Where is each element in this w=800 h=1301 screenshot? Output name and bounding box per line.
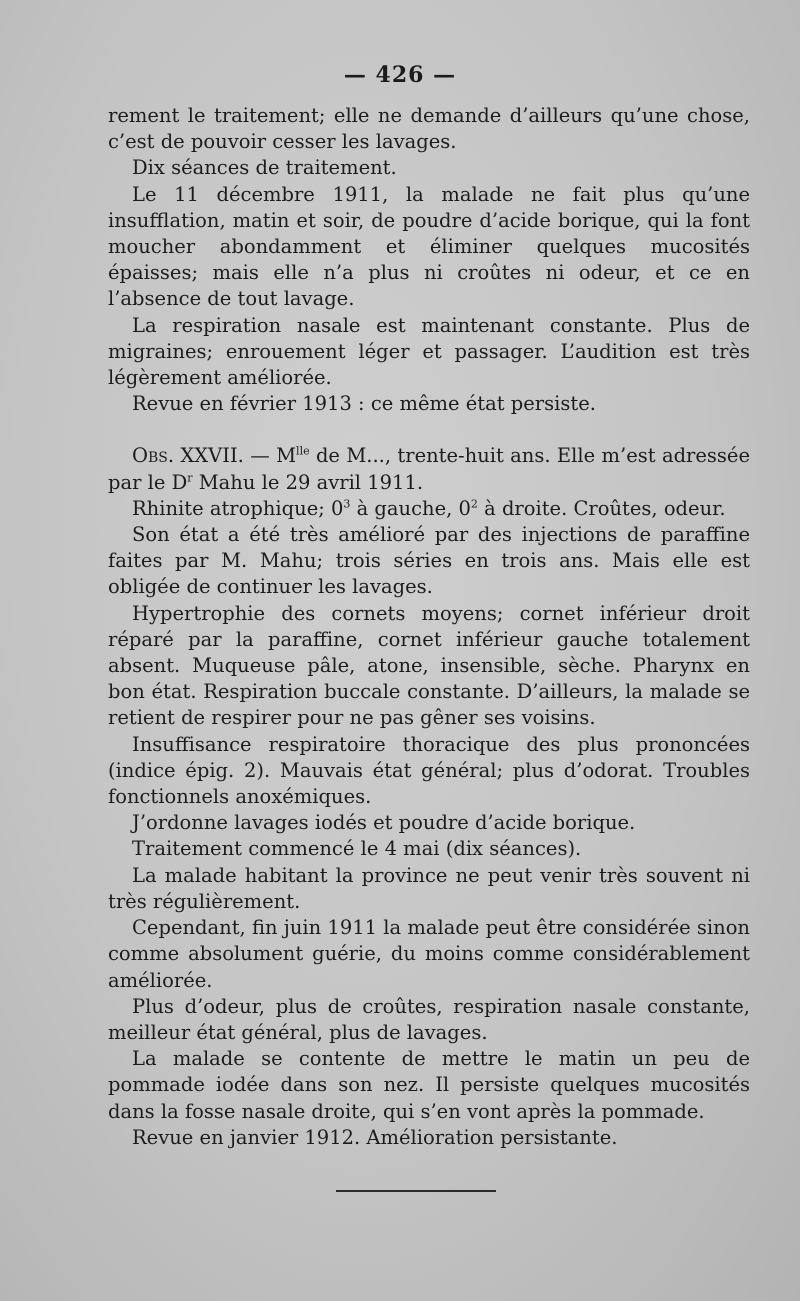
rhinite-text-c: à droite. Croûtes, odeur. (477, 496, 726, 520)
page-number: — 426 — (343, 62, 457, 88)
paragraph-cependant: Cependant, fin juin 1911 la malade peut être considérée sinon comme absolument guérie, du moins comme considérablement améliorée. (108, 916, 750, 992)
paragraph-province: La malade habitant la province ne peut venir très souvent ni très régulièrement. (108, 863, 750, 913)
paragraph-pommade: La malade se contente de mettre le matin un peu de pommade iodée dans son nez. Il persiste quelques mucosités dans la fosse nasale droite, qui s’en vont après la pommade. (108, 1047, 750, 1123)
paragraph-respiration: La respiration nasale est maintenant constante. Plus de migraines; enrouement léger et passager. L’audition est très légèrement améliorée. (108, 313, 750, 390)
paragraph-december: Le 11 décembre 1911, la malade ne fait plus qu’une insufflation, matin et soir, de poudre d’acide borique, qui la font moucher abondamment et éliminer quelques mucosités épaisses; mais elle n’a plus ni croûtes ni odeur, et ce en l’absence de tout lavage. (108, 182, 750, 311)
superscript-3: 3 (343, 497, 351, 511)
observation-text-1: de M..., trente-huit ans. Elle m’est adressée par le D (108, 444, 751, 494)
paragraph-hypertrophie: Hypertrophie des cornets moyens; cornet inférieur droit réparé par la paraffine, cornet inférieur gauche totalement absent. Muqueuse pâle, atone, insensible, sèche. Pharynx en bon état. Respiration buccale constante. D’ailleurs, la malade se retient de respirer pour ne pas gêner ses voisins. (108, 601, 750, 730)
end-rule (336, 1190, 496, 1192)
paragraph-continuation: rement le traitement; elle ne demande d’ailleurs qu’une chose, c’est de pouvoir cesser les lavages. (108, 104, 750, 154)
rhinite-text-b: à gauche, 0 (350, 496, 471, 520)
rhinite-text-a: Rhinite atrophique; 0 (132, 496, 344, 520)
paragraph-rhinite (108, 496, 750, 522)
observation-dash: — M (243, 444, 297, 468)
paragraph-insuffisance: Insuffisance respiratoire thoracique des plus prononcées (indice épig. 2). Mauvais état général; plus d’odorat. Troubles fonctionnels anoxémiques. (108, 732, 750, 809)
observation-label: Obs. XXVII. (132, 444, 244, 468)
body-text (108, 103, 750, 1151)
paragraph-traitement: Traitement commencé le 4 mai (dix séances). (132, 837, 582, 861)
paragraph-plus-odeur: Plus d’odeur, plus de croûtes, respiration nasale constante, meilleur état général, plus de lavages. (108, 994, 750, 1044)
paragraph-ordonnance: J’ordonne lavages iodés et poudre d’acide borique. (132, 811, 636, 835)
paragraph-sessions: Dix séances de traitement. (132, 156, 397, 180)
superscript-mlle: lle (296, 444, 310, 458)
superscript-2: 2 (470, 497, 478, 511)
paragraph-review-1912: Revue en janvier 1912. Amélioration persistante. (132, 1125, 618, 1149)
observation-heading (108, 443, 750, 495)
paragraph-review-1913: Revue en février 1913 : ce même état persiste. (132, 392, 596, 416)
superscript-dr: r (187, 471, 193, 485)
observation-text-2: Mahu le 29 avril 1911. (192, 470, 424, 494)
paragraph-paraffine: Son état a été très amélioré par des injections de paraffine faites par M. Mahu; trois séries en trois ans. Mais elle est obligée de continuer les lavages. (108, 523, 750, 599)
